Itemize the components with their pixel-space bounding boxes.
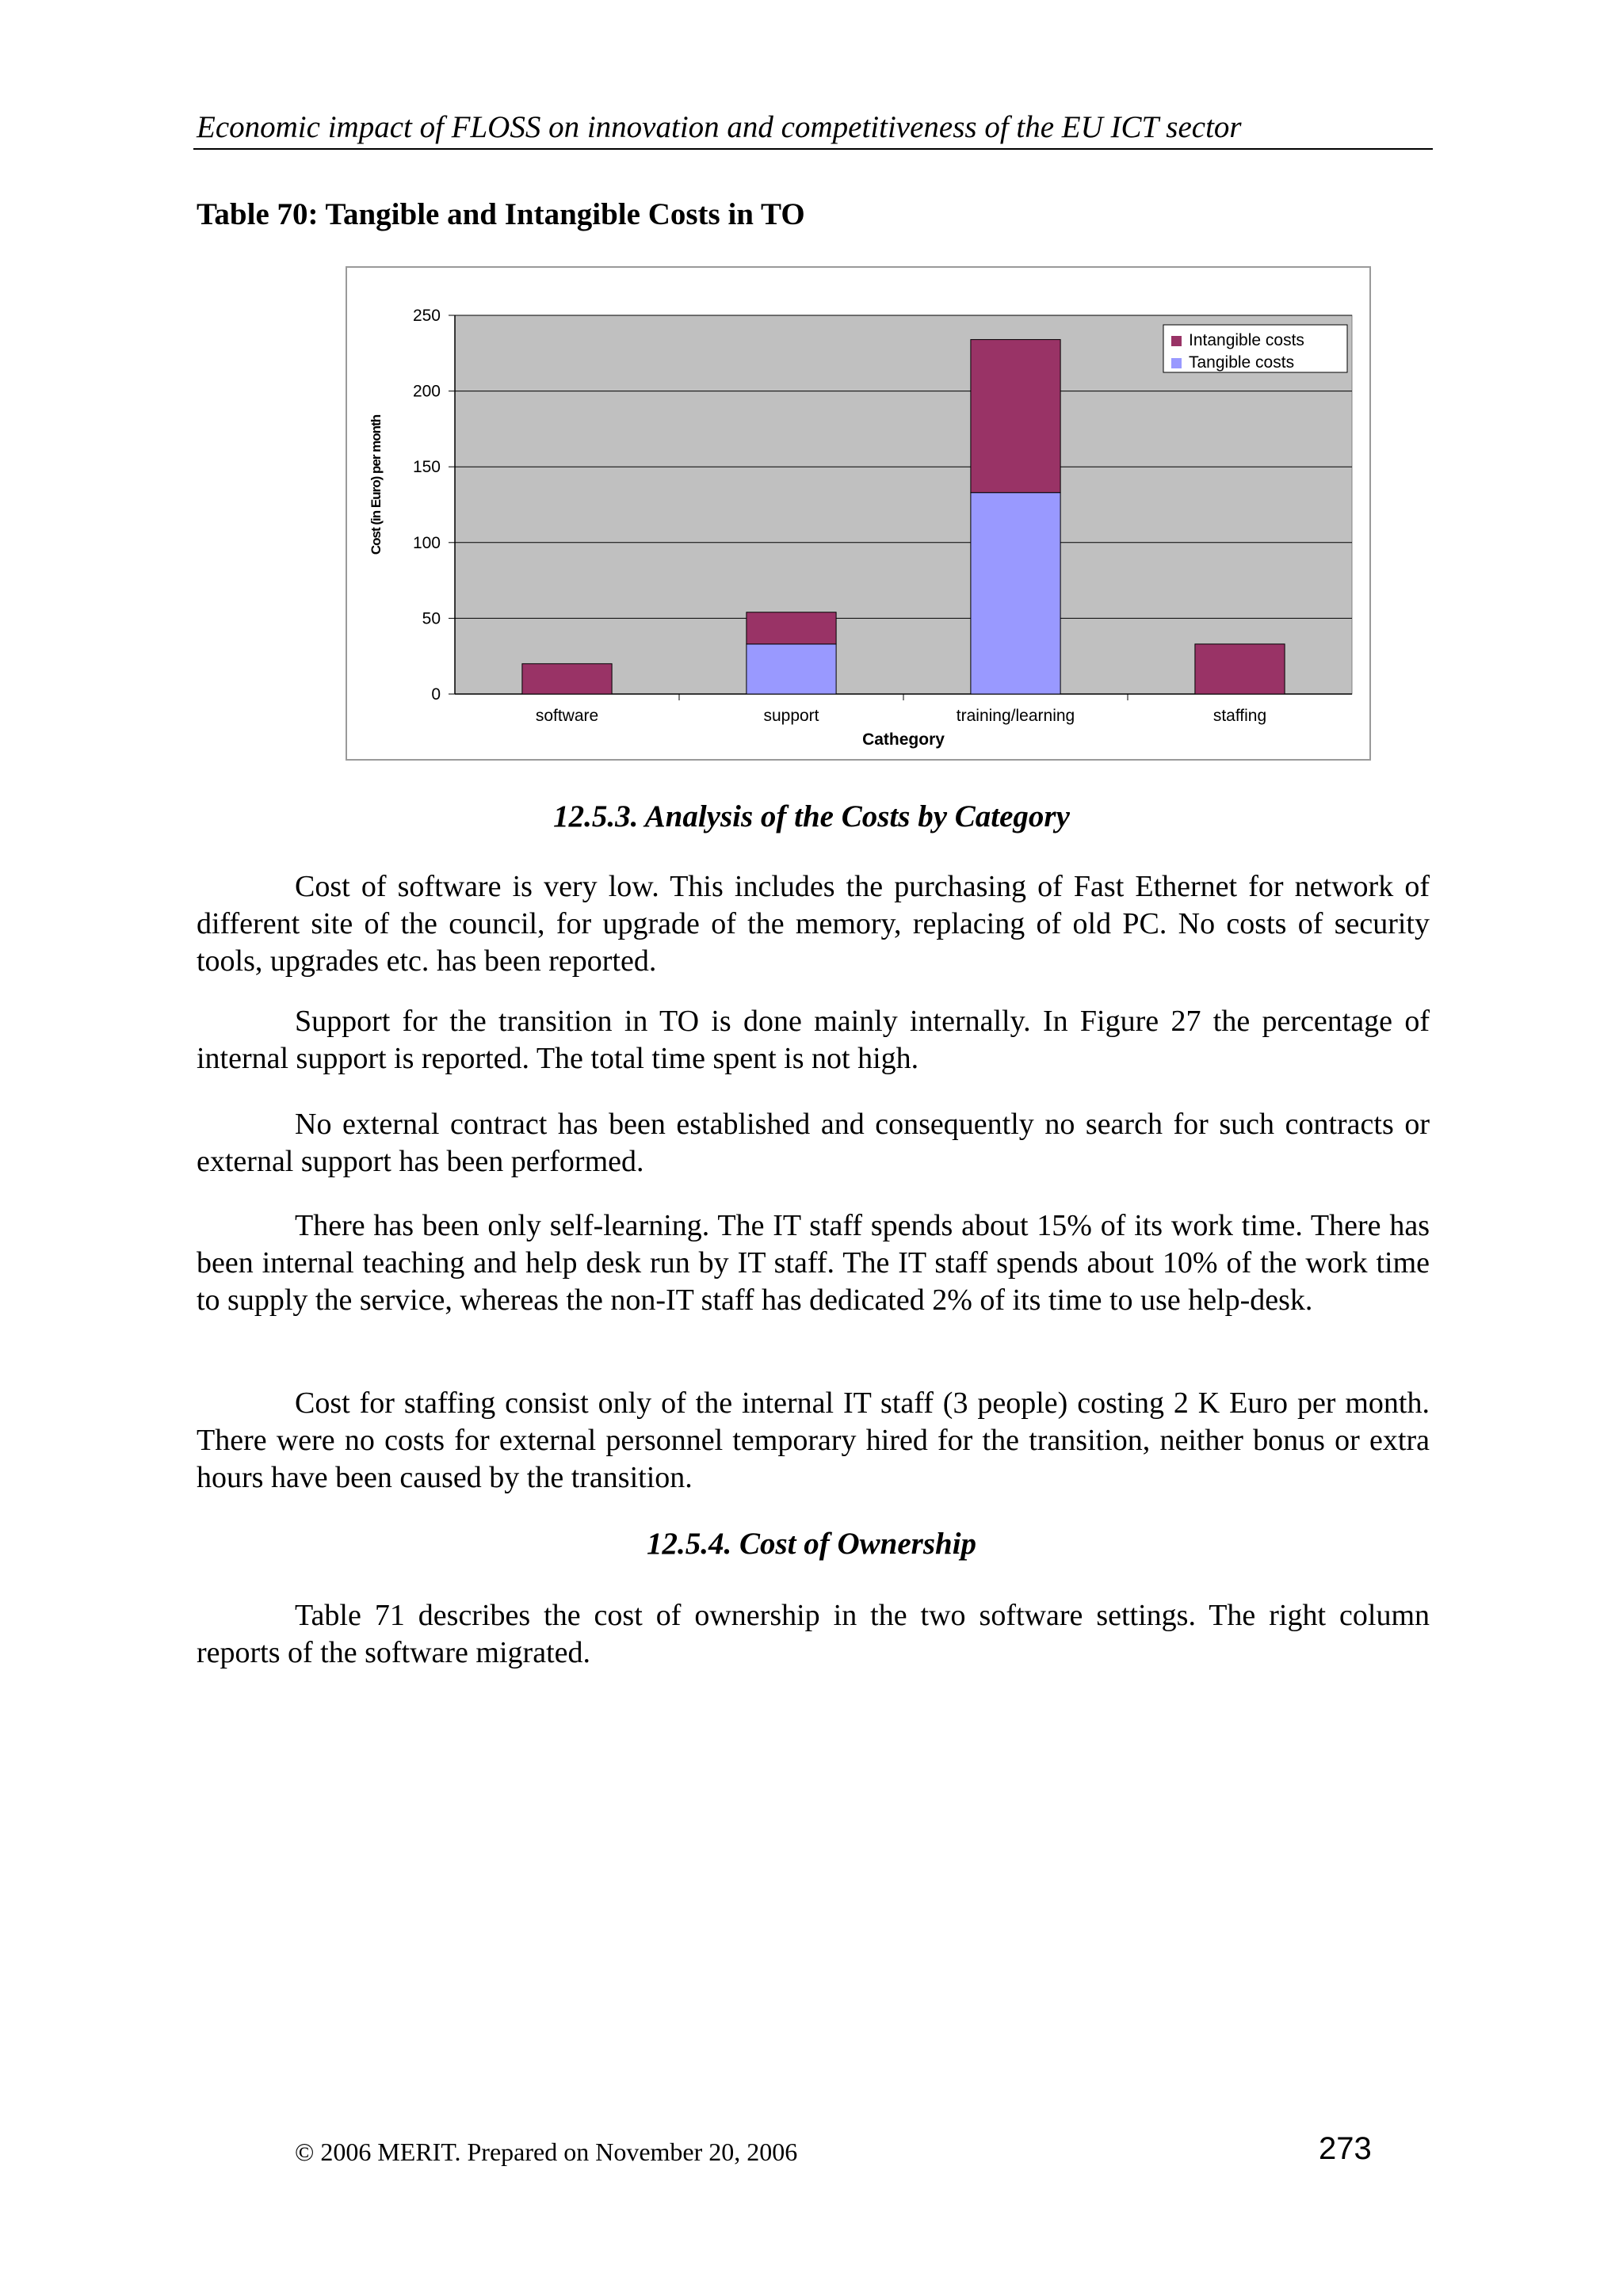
paragraph-support: Support for the transition in TO is done mainly internally. In Figure 27 the percentage of internal support is reported. The total time spent is not high. <box>197 1005 1430 1075</box>
bar-intangible-costs <box>1195 644 1285 694</box>
y-tick-label: 100 <box>412 533 441 552</box>
header-rule <box>193 148 1433 150</box>
paragraph-ownership: Table 71 describes the cost of ownership in the two software settings. The right column reports of the software migrated. <box>197 1599 1430 1669</box>
section-heading-ownership: 12.5.4. Cost of Ownership <box>646 1527 977 1561</box>
running-header: Economic impact of FLOSS on innovation and competitiveness of the EU ICT sector <box>197 110 1242 144</box>
footer-copyright: © 2006 MERIT. Prepared on November 20, 2006 <box>295 2138 798 2166</box>
x-tick-label: training/learning <box>956 707 1075 725</box>
y-axis-title: Cost (in Euro) per month <box>369 414 384 555</box>
x-tick-label: support <box>763 707 819 725</box>
legend-label: Tangible costs <box>1189 353 1295 372</box>
y-tick-label: 50 <box>422 609 441 628</box>
paragraph-staffing: Cost for staffing consist only of the internal IT staff (3 people) costing 2 K Euro per month. There were no costs for external personnel temporary hired for the transition, neither bonus or extra hours have been caused by the transition. <box>197 1386 1430 1494</box>
bar-intangible-costs <box>747 612 836 644</box>
bar-tangible-costs <box>971 493 1060 694</box>
legend-swatch <box>1171 358 1182 368</box>
paragraph-training: There has been only self-learning. The IT staff spends about 15% of its work time. There has been internal teaching and help desk run by IT staff. The IT staff spends about 10% of the work time to supply the service, whereas the non-IT staff has dedicated 2% of its time to use help-desk. <box>197 1209 1430 1317</box>
chart-svg <box>347 268 1369 759</box>
section-heading-analysis: 12.5.3. Analysis of the Costs by Category <box>553 799 1070 833</box>
paragraph-external-contract: No external contract has been established and consequently no search for such contracts or external support has been performed. <box>197 1108 1430 1178</box>
bar-tangible-costs <box>747 644 836 694</box>
x-tick-label: software <box>535 707 599 725</box>
y-tick-label: 200 <box>412 382 441 401</box>
y-tick-label: 0 <box>431 685 441 704</box>
x-tick-label: staffing <box>1212 707 1267 725</box>
page-number: 273 <box>1319 2131 1372 2166</box>
y-tick-label: 250 <box>412 307 441 325</box>
y-tick-label: 150 <box>412 458 441 477</box>
table-caption: Table 70: Tangible and Intangible Costs in TO <box>197 197 805 231</box>
legend-label: Intangible costs <box>1189 331 1304 349</box>
paragraph-software: Cost of software is very low. This includes the purchasing of Fast Ethernet for network of different site of the council, for upgrade of the memory, replacing of old PC. No costs of security tools, upgrades etc. has been reported. <box>197 870 1430 978</box>
x-axis-title: Cathegory <box>862 730 945 749</box>
bar-intangible-costs <box>971 340 1060 493</box>
bar-intangible-costs <box>522 664 612 694</box>
legend-swatch <box>1171 336 1182 346</box>
stacked-bar-chart <box>346 266 1371 761</box>
